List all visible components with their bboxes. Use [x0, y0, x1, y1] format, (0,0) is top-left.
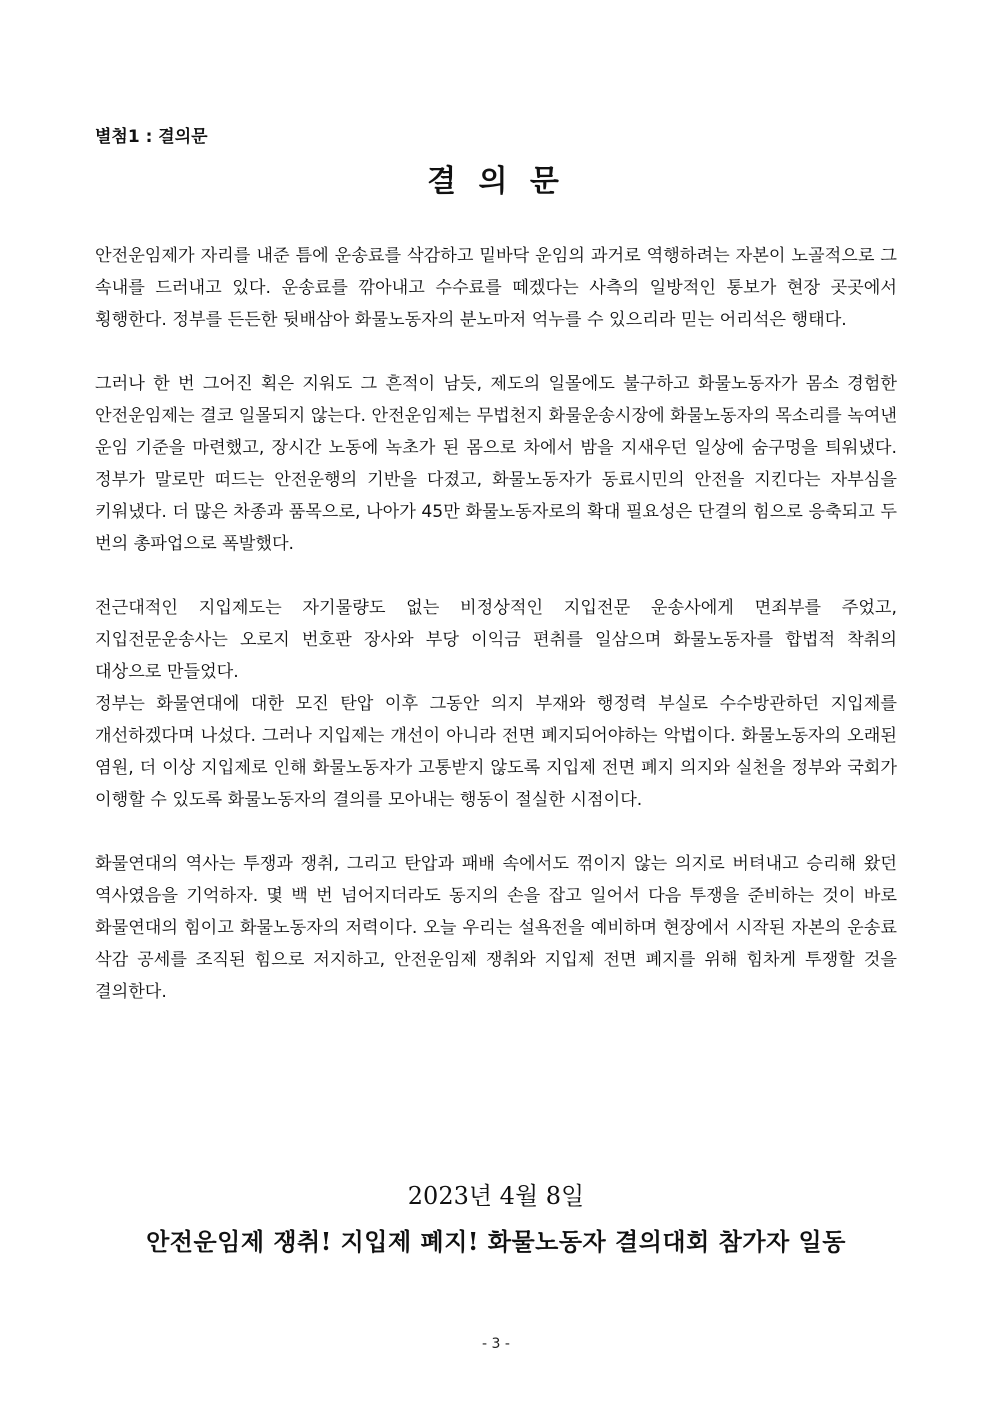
paragraph-3: 전근대적인 지입제도는 자기물량도 없는 비정상적인 지입전문 운송사에게 면죄부를 주었고, 지입전문운송사는 오로지 번호판 장사와 부당 이익금 편취를 일삼으며 화물노동자를 합법적 착취의 대상으로 만들었다.	[95, 598, 897, 682]
attachment-label: 별첨1 : 결의문	[95, 127, 208, 147]
page-number: - 3 -	[482, 1336, 510, 1352]
resolution-date: 2023년 4월 8일	[407, 1182, 585, 1210]
paragraph-1: 안전운임제가 자리를 내준 틈에 운송료를 삭감하고 밑바닥 운임의 과거로 역행하려는 자본이 노골적으로 그 속내를 드러내고 있다. 운송료를 깎아내고 수수료를 떼겠다는 사측의 일방적인 통보가 현장 곳곳에서 횡행한다. 정부를 든든한 뒷배삼아 화물노동자의 분노마저 억누를 수 있으리라 믿는 어리석은 행태다.	[95, 246, 897, 330]
signatory-line: 안전운임제 쟁취! 지입제 폐지! 화물노동자 결의대회 참가자 일동	[146, 1227, 846, 1256]
paragraph-4: 정부는 화물연대에 대한 모진 탄압 이후 그동안 의지 부재와 행정력 부실로 수수방관하던 지입제를 개선하겠다며 나섰다. 그러나 지입제는 개선이 아니라 전면 폐지되어야하는 악법이다. 화물노동자의 오래된 염원, 더 이상 지입제로 인해 화물노동자가 고통받지 않도록 지입제 전면 폐지 의지와 실천을 정부와 국회가 이행할 수 있도록 화물노동자의 결의를 모아내는 행동이 절실한 시점이다.	[95, 694, 897, 810]
paragraph-2: 그러나 한 번 그어진 획은 지워도 그 흔적이 남듯, 제도의 일몰에도 불구하고 화물노동자가 몸소 경험한 안전운임제는 결코 일몰되지 않는다. 안전운임제는 무법천지 화물운송시장에 화물노동자의 목소리를 녹여낸 운임 기준을 마련했고, 장시간 노동에 녹초가 된 몸으로 차에서 밤을 지새우던 일상에 숨구멍을 틔워냈다. 정부가 말로만 떠드는 안전운행의 기반을 다졌고, 화물노동자가 동료시민의 안전을 지킨다는 자부심을 키워냈다. 더 많은 차종과 품목으로, 나아가 45만 화물노동자로의 확대 필요성은 단결의 힘으로 응축되고 두 번의 총파업으로 폭발했다.	[95, 374, 897, 554]
resolution-body	[95, 240, 897, 1040]
document-title: 결 의 문	[427, 164, 565, 199]
paragraph-5: 화물연대의 역사는 투쟁과 쟁취, 그리고 탄압과 패배 속에서도 꺾이지 않는 의지로 버텨내고 승리해 왔던 역사였음을 기억하자. 몇 백 번 넘어지더라도 동지의 손을 잡고 일어서 다음 투쟁을 준비하는 것이 바로 화물연대의 힘이고 화물노동자의 저력이다. 오늘 우리는 설욕전을 예비하며 현장에서 시작된 자본의 운송료 삭감 공세를 조직된 힘으로 저지하고, 안전운임제 쟁취와 지입제 전면 폐지를 위해 힘차게 투쟁할 것을 결의한다.	[95, 854, 897, 1002]
